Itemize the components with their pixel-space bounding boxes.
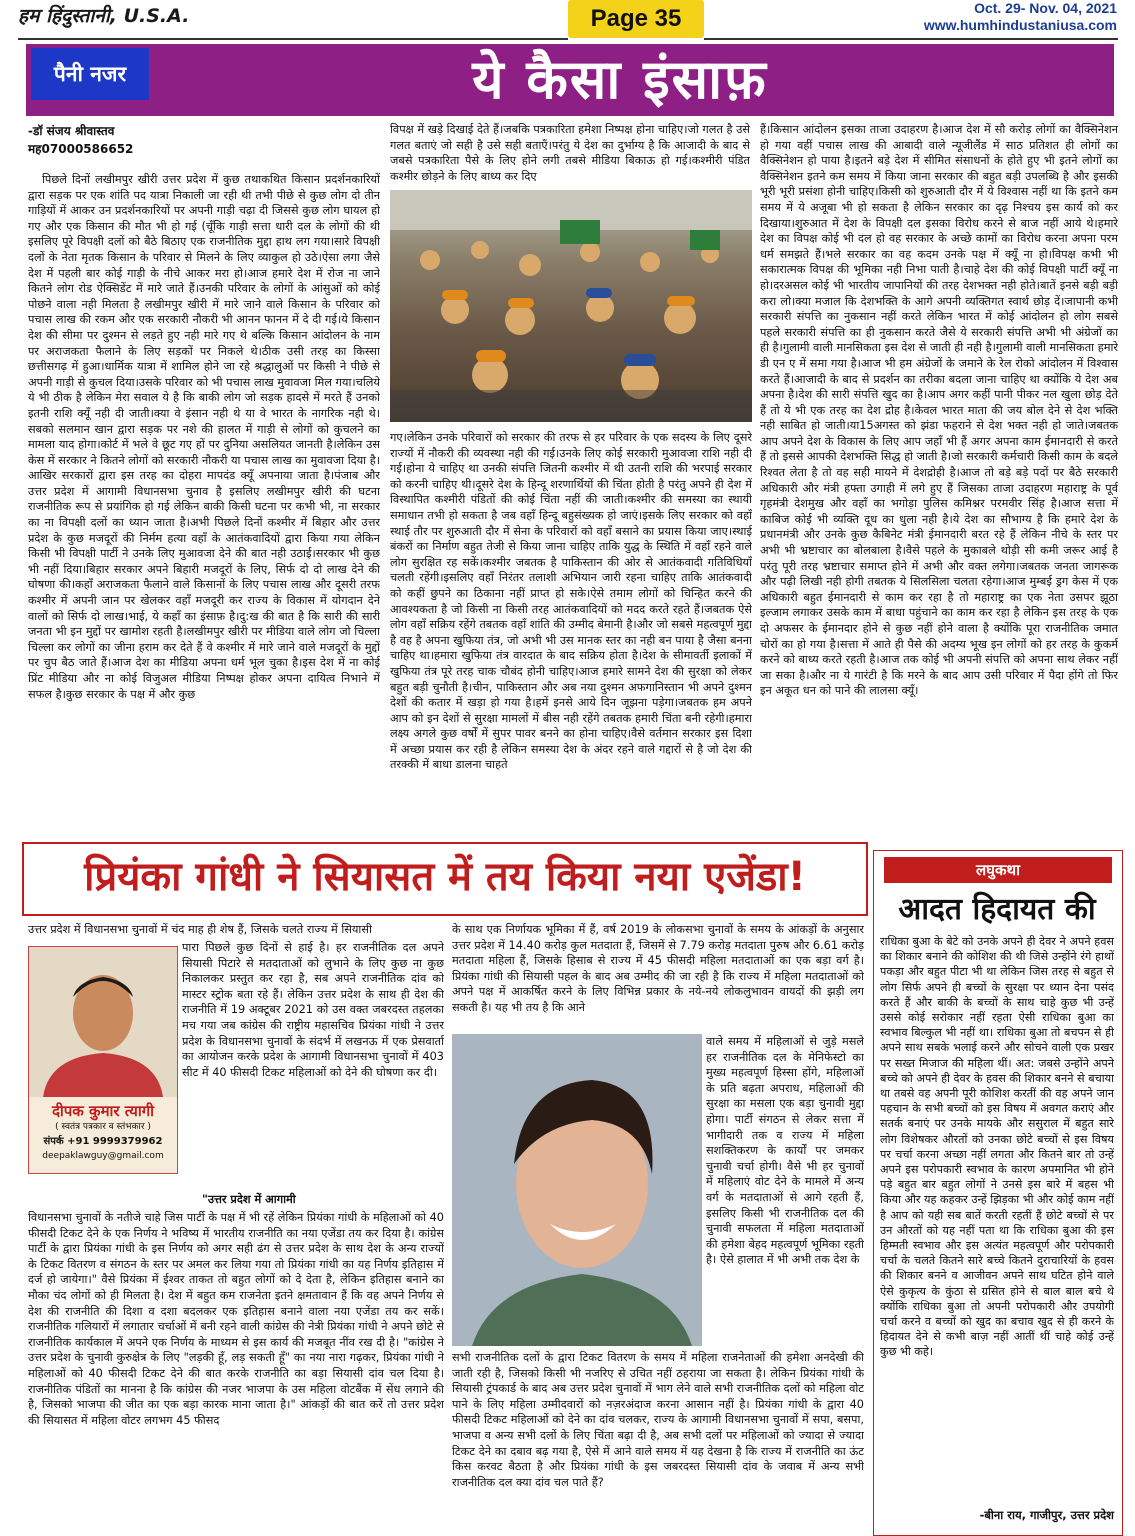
masthead-rule-right	[704, 38, 1118, 40]
story1-phone: मह07000586652	[28, 142, 134, 156]
issue-date: Oct. 29- Nov. 04, 2021	[974, 0, 1117, 16]
story2-quote-text: "उत्तर प्रदेश में आगामी	[202, 1193, 296, 1206]
story1-col3-text: हैं।किसान आंदोलन इसका ताजा उदाहरण है।आज देश में सौ करोड़ लोगों का वैक्सिनेशन हो गया वहीं पचास लाख की आबादी वाले न्यूजीलैंड में साठ प्रतिशत ही लोगों का वैक्सिनेशन हो पाया है।इतने बड़े देश में सीमित संसाधनों के होते हुए भी इतने लोगों का वैक्सिनेशन इतने कम समय में किया जाना सरकार की बहुत बड़ी उपलब्धि है और इसकी भूरी भूरी प्रसंशा होनी चाहिए।किसी को शुरुआती दौर में ये विश्वास नहीं था कि इतने कम समय में ये अजूबा भी हो सकता है लेकिन सरकार का दृढ़ निश्चय इस कार्य को कर दिखाया।शुरुआत में देश के विपक्षी दल इसका विरोध करने से बाज नहीं आये थे।हमारे देश का विपक्ष कोई भी दल हो वह सरकार के अच्छे कामों का विरोध करना अपना परम धर्म समझते हैं।भले सरकार का वह कदम उनके पक्ष में क्यूँ ना हो।विपक्ष कभी भी सकारात्मक विपक्ष की भूमिका नही निभा पाती है।चाहे देश की कोई विपक्षी पार्टी क्यूँ ना हो।दरअसल कोई भी भारतीय जापानियों की तरह देशभक्त नही होते।बातें इनसे बड़ी बड़ी करा लो।क्या मजाल कि देशभक्ति के आगे अपनी व्यक्तिगत स्वार्थ छोड़ दें।जापानी कभी सरकारी संपत्ति का नुकसान नहीं करते लेकिन भारत में कोई आंदोलन हो लोग सबसे पहले सरकारी संपत्ति का ही नुकसान करते जैसे ये सरकारी संपत्ति अभी भी अंग्रेजों का ही है।गुलामी वाली मानसिकता इस देश से जाती ही नही है।गुलामी वाली मानसिकता हमारे डी एन ए में समा गया है।आज भी हम अंग्रेजों के जमाने के रेल रोको आंदोलन में विश्वास करते हैं।आजादी के बाद से प्रदर्शन का तरीका बदला जाना चाहिए था क्योंकि ये देश अब अपना है।देश की सारी संपत्ति खुद का है।आप अगर कहीं पानी पीकर नल खुला छोड़ देते हैं तो ये भी एक तरह का देश द्रोह है।केवल भारत माता की जय बोल देने से देश भक्ति नही साबित हो जाती।या15अगस्त को झंडा फहराने से देश भक्त नही हो जाते।जबतक आप अपने देश के विकास के लिए आप जहाँ भी हैं अगर अपना काम ईमानदारी से करते हैं तो इससे आपकी देशभक्ति सिद्ध हो जाती है।जो सरकारी कर्मचारी किसी काम के बदले रिश्वत लेता है तो वह सही मायने में देशद्रोही है।आज तो बड़े बड़े पदों पर बैठे सरकारी अधिकारी और मंत्री हफ्ता उगाही में लगे हुए हैं जिसका ताजा उदाहरण महाराष्ट्र के पूर्व गृहमंत्री देशमुख और वहाँ का भगोड़ा पुलिस कमिश्नर परमवीर सिंह है।आज सत्ता में काबिज कोई भी व्यक्ति दूध का धुला नही है।ये देश का सौभाग्य है कि हमारे देश के प्रधानमंत्री और उनके कुछ कैबिनेट मंत्री ईमानदारी बरत रहे हैं लेकिन नीचे के स्तर पर अभी भी भ्रष्टाचार का बोलबाला है।वैसे पहले के मुकाबले थोड़ी सी कमी जरूर आई है परंतु पूरी तरह भ्रष्टाचार समाप्त होने में अभी और वक्त लगेगा।जबतक जनता जागरूक और पढ़ी लिखी नही होगी तबतक ये सिलसिला चलता रहेगा।आज मुम्बई ड्रग केस में एक अधिकारी बहुत ईमानदारी से काम कर रहा है तो महाराष्ट्र का एक नेता उसपर झूठा इल्जाम लगाकर उसके काम में बाधा पहुंचाने का काम कर रहा है लेकिन इस तरह के एक दो अफसर के ईमानदार होने से कुछ नहीं होने वाला है क्योंकि पूरा राजनीतिक जमात चोरों का हो गया है।सत्ता में आते ही पैसे की अदम्य भूख इन लोगों को हर तरह के कुकर्म करने को बाध्य करते रहती है।आज तक कोई भी अपनी संपत्ति को अपना साथ लेकर नहीं जा सका है।और ना ये गारंटी है कि मरने के बाद आप उसी परिवार में पैदा होंगे तो फिर इन अकूत धन को पाने की लालसा क्यूँ।	[760, 123, 1118, 698]
crowd-illustration	[390, 190, 752, 422]
story2-quote-start	[182, 1192, 444, 1210]
author-role: ( स्वतंत्र पत्रकार व स्तंभकार )	[55, 1122, 151, 1132]
story2-column-1-rest	[28, 1210, 444, 1532]
story2-col2-right-text: वाले समय में महिलाओं से जुड़े मसले हर राजनीतिक दल के मेनिफेस्टो का मुख्य महत्वपूर्ण हिस्सा होंगे, महिलाओं के प्रति बढ़ता अपराध, महिलाओं की सुरक्षा का मसला एक बड़ा चुनावी मुद्दा होगा। पार्टी संगठन से लेकर सत्ता में भागीदारी तक व राज्य में महिला सशक्तिकरण के कार्यों पर जमकर चुनावी चर्चा होगी। वैसे भी हर चुनावों में महिलाएं वोट देने के मामले में अन्य वर्ग के मतदाताओं से आगे रहती हैं, इसलिए किसी भी राजनीतिक दल की चुनावी सफलता में महिला मतदाताओं की हमेशा बेहद महत्वपूर्ण भूमिका रहती है। ऐसे हालात में भी अभी तक देश के	[706, 1035, 864, 1267]
story1-column-2-bottom	[390, 430, 752, 840]
story2-col2-bottom-text: सभी राजनीतिक दलों के द्वारा टिकट वितरण के समय में महिला राजनेताओं की हमेशा अनदेखी की जाती रही है, जिसको किसी भी नजरिए से उचित नहीं ठहराया जा सकता है। लेकिन प्रियंका गांधी के सियासी ट्रंपकार्ड के बाद अब उत्तर प्रदेश चुनावों में भाग लेने वाले सभी राजनीतिक दलों को महिला वोट पाने के लिए महिला उम्मीदवारों को नज़रअंदाज करना आसान नहीं है। प्रियंका गांधी के द्वारा 40 फीसदी टिकट महिलाओं को देने का दांव चलकर, राज्य के आगामी विधानसभा चुनावों में सपा, बसपा, भाजपा व अन्य सभी दलों के लिए चिंता बढ़ा दी है, अब सभी दलों पर महिलाओं को ज्यादा से ज्यादा टिकट देने का दबाव बढ़ गया है, ऐसे में आने वाले समय में यह देखना है कि राज्य में राजनीति का ऊंट किस करवट बैठता है और प्रियंका गांधी के इस जबरदस्त सियासी दांव के जवाब में अन्य सभी राजनीतिक दल क्या दांव चल पाते हैं?	[452, 1351, 864, 1489]
story2-col1-beside-text: पारा पिछले कुछ दिनों से हाई है। हर राजनीतिक दल अपने सियासी पिटारे से मतदाताओं को लुभाने के लिए कुछ ना कुछ निकालकर प्रस्तुत कर रहा है, सब अपने राजनीतिक दांव को मास्टर स्ट्रोक बता रहे हैं। लेकिन उत्तर प्रदेश के साथ ही देश की राजनीति में 19 अक्टूबर 2021 को उस वक्त जबरदस्त तहलका मच गया जब कांग्रेस की राष्ट्रीय महासचिव प्रियंका गांधी ने उत्तर प्रदेश के विधानसभा चुनावों के संदर्भ में लखनऊ में एक प्रेसवार्ता का आयोजन करके प्रदेश के आगामी विधानसभा चुनावों में 403 सीट में 40 फीसदी टिकट महिलाओं को देने की घोषणा कर दी।	[182, 941, 444, 1079]
story2-lead	[28, 922, 448, 940]
story2-column-2-top	[452, 922, 864, 1034]
story1-author: -डॉ संजय श्रीवास्तव	[28, 124, 115, 138]
author-phone: संपर्क +91 9999379962	[43, 1136, 163, 1147]
story1-col1-text: पिछले दिनों लखीमपुर खीरी उत्तर प्रदेश में कुछ तथाकथित किसान प्रदर्शनकारियों द्वारा सड़क पर एक शांति पद यात्रा निकाली जा रही थी तभी पीछे से कुछ लोग दो तीन गाड़ियों में आकर उन प्रदर्शनकारियों पर अपनी गाड़ी चढ़ा दी जिससे कुछ लोग घायल हो गए और एक किसान की मौत भी हो गई (चूँकि गाड़ी सत्ता धारी दल के लोगों की थी इसलिए पूरे विपक्षी दलों को बैठे बिठाए एक राजनीतिक मुद्दा हाथ लग गया।सारे विपक्षी दलों के नेता मृतक किसान के परिवार से मिलने के लिए व्याकुल हो उठे।ऐसा लगा जैसे देश में पहली बार कोई गाड़ी के नीचे आकर मरा हो।आज हमारे देश में रोज ना जाने कितने लोग रोड ऐक्सिडेंट में मारे जाते हैं।उनकी परिवार के लोगों के आंसुओं को कोई पोछने वाला नही मिलता है लखीमपुर खीरी में मारे जाने वाले किसान के परिवार को पचास लाख की रकम और एक सरकारी नौकरी भी आनन फानन में दे दी गई।ये किसान देश की सीमा पर दुश्मन से लड़ते हुए नही मारे गए थे बल्कि किसान आंदोलन के नाम पर अराजकता फैलाने के लिए सड़कों पर निकले थे।ठीक उसी तरह का किस्सा छत्तीसगढ़ में हुआ।धार्मिक यात्रा में शामिल होने जा रहे श्रद्धालुओं पर किसी ने पीछे से अपनी गाड़ी से कुचल दिया।उसके परिवार को भी पचास लाख मुवावजा मिल गया।चलिये ये भी ठीक है लेकिन मेरा सवाल ये है कि बाकी लोग जो सड़क हादसे में मरते हैं उनको इतनी राशि क्यूँ नही दी जाती।क्या वे इंसान नही थे या वे भारत के नागरिक नही थे।सबको सलमान खान द्वारा सड़क पर नशे की हालत में गाड़ी से लोगों को कुचलने का मामला याद होगा।कोर्ट में भले वे छूट गए हों पर दुनिया असलियत जानती है।लेकिन उस केस में सरकार ने कितने लोगों को सरकारी नौकरी या पचास लाख का मुवावजा दिया है।आखिर सरकारों द्वारा इस तरह का दोहरा मापदंड क्यूँ अपनाया जाता है।पंजाब और उत्तर प्रदेश में आगामी विधानसभा चुनाव है इसलिए लखीमपुर खीरी की घटना राजनीतिक रूप से प्रयांगिक हो गई लेकिन बाकी किसी घटना पर कभी भी, ना सरकार का ना विपक्षी दलों का ध्यान जाता है।अभी पिछले दिनों कश्मीर में बिहार और उत्तर प्रदेश के कुछ मजदूरों की निर्मम हत्या वहाँ के आतंकवादियों द्वारा किया गया लेकिन किसी भी विपक्षी पार्टी ने उनके लिए मुआवजा देने की बात नही उठाई।सरकार भी कुछ भी नहीं दिया।बिहार सरकार अपने बिहारी मजदूरों के लिए, सिर्फ दो दो लाख देने की घोषणा की।कहाँ अराजकता फैलाने वाले किसानों के लिए पचास लाख और दूसरी तरफ कश्मीर में अपनी जान पर खेलकर वहाँ मजदूरी कर राज्य के विकास में योगदान देने वालों को सिर्फ दो लाख।भाई, ये कहाँ का इंसाफ़ है।दु:ख की बात है कि सारी की सारी जनता भी इन मुद्दों पर खामोश रहती है।लखीमपुर खीरी पर मीडिया वाले लोग जो चिल्ला चिल्ला कर लोगों का जीना हराम कर देते हैं वे कश्मीर में मारे जाने वाले मजदूरों के मुद्दों पर चुप बैठ जाते हैं।आज देश का मीडिया अपना धर्म भूल चुका है।इस देश में ना कोई प्रिंट मीडिया और ना कोई विजुअल मीडिया निष्पक्ष होकर अपना दायित्व निभाने में सफल है।कुछ सरकार के पक्ष में और कुछ	[28, 173, 380, 701]
laghukatha-text: राधिका बुआ के बेटे को उनके अपने ही देवर ने अपने हवस का शिकार बनाने की कोशिश की थी जिसे उन्होंने रंगे हाथों पकड़ा और बहुत पीटा भी था लेकिन जिस तरह से बहुत से लोग सिर्फ अपने ही बच्चों के सुरक्षा पर ध्यान देना पसंद करते हैं और बाकी के बच्चों के साथ चाहे कुछ भी उन्हें उससे कोई सरोकार नहीं रहता ऐसी राधिका बुआ का स्वभाव बिल्कुल भी नहीं था। राधिका बुआ तो बचपन से ही अपने साथ सबके भलाई करने और सोचने वाली एक प्रखर पर सख्त मिजाज की महिला थीं। अत: जबसे उन्होंने अपने बच्चे को अपने ही देवर के हवस की शिकार बनने से बचाया था तबसे वह अपनी पूरी कोशिश करतीं की वह अपने जान पहचान के सभी बच्चों को इस विषय में अवगत कराएं और सतर्क बनाएं पर उनके मायके और ससुराल में बहुत सारे लोग विशेषकर औरतों को उनका छोटे बच्चों से इस विषय पर चर्चा करना अच्छा नहीं लगता और कितने बार तो उन्हें अपने इस परोपकारी स्वभाव के कारण अपमानित भी होने पड़े बहुत बार बहुत लोगों ने उनसे इस बारे में बहस भी किया और यह कहकर उन्हें झिड़का भी और कोई काम नहीं है आप को यही सब बातें करती रहतीं हैं छोटे बच्चों से पर उन औरतों को यह नहीं पता था कि राधिका बुआ की इस हिम्मती स्वभाव और इस अत्यंत महत्वपूर्ण और परोपकारी चर्चा के चलते कितने सारे बच्चे कितने दुराचारियों के हवस की शिकार बनने व आजीवन अपने साथ घटित होने वाले ऐसे कुकृत्य के कुंठा से ग्रसित होने से बाल बाल बचे थे क्योंकि राधिका बुआ तो अपनी परोपकारी और उपयोगी चर्चा करने व बच्चों को खुद का बचाव खुद से ही करने के हिदायत देने से कभी बाज़ नहीं आतीं थीं चाहे कोई उन्हें कुछ भी कहे।	[880, 935, 1114, 1359]
story1-col2-bottom-text: गए।लेकिन उनके परिवारों को सरकार की तरफ से हर परिवार के एक सदस्य के लिए दूसरे राज्यों में नौकरी की व्यवस्था नही की गई।उनके लिए कोई सरकारी मुआवजा राशि नही दी गई।होना ये चाहिए था उनकी संपत्ति जितनी कश्मीर में थी उतनी राशि की भरपाई सरकार को करनी चाहिए थी।दूसरे देश के हिन्दू शरणार्थियों की चिंता होती है परंतु अपने ही देश में विस्थापित कश्मीरी पंडितों की कोई चिंता नहीं की जाती।कश्मीर की समस्या का स्थायी समाधान तभी हो सकता है जब वहाँ हिन्दू बहुसंख्यक हो जाएं।इसके लिए सरकार को वहाँ स्थाई तौर पर शुरुआती दौर में सेना के परिवारों को वहाँ बसाने का प्रयास किया जाए।स्थाई बंकरों का निर्माण बहुत तेजी से किया जाना चाहिए ताकि युद्ध के स्थिति में वहाँ रहने वाले लोग सुरक्षित रह सकें।कश्मीर जबतक है पाकिस्तान की ओर से आतंकवादी गतिविधियाँ चलती रहेंगी।इसलिए वहाँ निरंतर तलाशी अभियान जारी रहना चाहिए ताकि आतंकवादी को कहीं छुपने का ठिकाना नहीं प्राप्त हो सके।ऐसे तमाम लोगों को चिन्हित करने की आवश्यकता है जो किसी ना किसी तरह आतंकवादियों को मदद करते रहते हैं।जबतक ऐसे लोग वहाँ सक्रिय रहेंगे तबतक वहाँ शांति की उम्मीद बेमानी है।और जो सबसे महत्वपूर्ण मुद्दा है वह है अपना खुफिया तंत्र, जो अभी भी उस मानक स्तर का नही बन पाया है जैसा बनना चाहिए था।हमारा खुफिया तंत्र वारदात के बाद सक्रिय होता है।देश के सीमावर्ती इलाकों में खुफिया तंत्र पूरे तरह चाक चौबंद होनी चाहिए।आज हमारे सामने देश की सुरक्षा को लेकर बहुत बड़ी चुनौती है।चीन, पाकिस्तान और अब नया दुश्मन अफगानिस्तान भी अपने दुश्मन देशों की कतार में खड़ा हो गया है।हमें इनसे आये दिन जूझना पड़ेगा।जबतक हम अपने आप को इन देशों से सुरक्षा मामलों में बीस नही रहेंगे तबतक हमारी चिंता बनी रहेगी।हमारा लक्ष्य अगले कुछ वर्षों में सुपर पावर बनने का होना चाहिए।वैसे वर्तमान सरकार इस दिशा में अच्छा प्रयास कर रही है लेकिन समस्या देश के अंदर रहने वाले गद्दारों से है जो देश की तरक्की में बाधा डालना चाहते	[390, 431, 752, 772]
story2-col1-rest-text: विधानसभा चुनावों के नतीजे चाहे जिस पार्टी के पक्ष में भी रहें लेकिन प्रियंका गांधी के महिलाओं को 40 फीसदी टिकट देने के एक निर्णय ने भविष्य में भारतीय राजनीति का नया एजेंडा तय कर दिया है। कांग्रेस पार्टी के द्वारा प्रियंका गांधी के इस निर्णय को अगर सही ढंग से उत्तर प्रदेश के साथ देश के अन्य राज्यों के टिकट वितरण व संगठन के स्तर पर अमल कर लिया गया तो प्रियंका गांधी का यह निर्णय इतिहास में दर्ज हो जायेगा।" वैसे प्रियंका में ईश्वर ताकत तो बहुत लोगों को दे देता है, लेकिन इतिहास बनाने का मौका चंद लोगों को ही मिलता है। देश में बहुत कम राजनेता इतने क्षमतावान हैं कि वह अपने निर्णय से देश की राजनीति की दिशा व दशा बदलकर एक इतिहास बनाने वाला नया एजेंडा तय कर सकें। राजनीतिक गलियारों में लगातार चर्चाओं में बनी रहने वाली कांग्रेस की नेत्री प्रियंका गांधी ने अपने छोटे से राजनीतिक कार्यकाल में अपने एक निर्णय के माध्यम से इस कार्य की मजबूत नींव रख दी है। "कांग्रेस ने उत्तर प्रदेश के चुनावी कुरुक्षेत्र के लिए "लड़की हूँ, लड़ सकती हूँ" का नया नारा गढ़कर, प्रियंका गांधी ने महिलाओं को 40 फीसदी टिकट देने की बात करके राजनीति का बड़ा सियासी दांव चल दिया है। राजनीतिक पंडितों का मानना है कि कांग्रेस की नजर भाजपा के उस महिला वोटबैंक में सेंध लगाने की है, जिसको भाजपा की जीत का एक बड़ा कारक माना जाता है।" आंकड़ों की बात करें तो उत्तर प्रदेश की सियासत में महिला वोटर लगभग 45 फीसद	[28, 1211, 444, 1427]
author-photo-box	[28, 946, 178, 1174]
newspaper-name: हम हिंदुस्तानी, U.S.A.	[18, 5, 190, 27]
column-tag: पैनी नजर	[31, 48, 149, 100]
story1-col2-top-text: विपक्ष में खड़े दिखाई देते हैं।जबकि पत्रकारिता हमेशा निष्पक्ष होना चाहिए।जो गलत है उसे गलत बताएं जो सही है उसे सही बताएँ।परंतु ये देश का दुर्भाग्य है कि आजादी के बाद से जबसे पत्रकारिता पैसे के लिए होने लगी तबसे मीडिया बिकाऊ हो गई।कश्मीरी पंडित कश्मीर छोड़ने के लिए बाध्य कर दिए	[390, 123, 750, 183]
masthead	[0, 0, 1135, 40]
story2-headline: प्रियंका गांधी ने सियासत में तय किया नया एजेंडा!	[84, 854, 806, 900]
story2-column-2-right	[706, 1034, 864, 1346]
website-link[interactable]: www.humhindustaniusa.com	[923, 17, 1117, 33]
story2-col2-top-text: के साथ एक निर्णायक भूमिका में हैं, वर्ष 2019 के लोकसभा चुनावों के समय के आंकड़ों के अनुसार उत्तर प्रदेश में 14.40 करोड़ कुल मतदाता हैं, जिसमें से 7.79 करोड़ मतदाता पुरुष और 6.61 करोड़ मतदाता महिला हैं, जिसके हिसाब से राज्य में 45 फीसदी महिला मतदाताओं का एक बड़ा वर्ग है। प्रियंका गांधी की सियासी पहल के बाद अब उम्मीद की जा रही है कि राज्य में महिला मतदाताओं को अपने पक्ष में आकर्षित करने के लिए विभिन्न प्रकार के नये-नये लोकलुभावन वायदों की झड़ी लग सकती है। यह भी तय है कि आने	[452, 923, 864, 1014]
laghukatha-tag: लघुकथा	[884, 857, 1112, 883]
masthead-rule-left	[18, 38, 568, 40]
laghukatha-title: आदत हिदायत की	[898, 892, 1096, 927]
story2-lead-text: उत्तर प्रदेश में विधानसभा चुनावों में चंद माह ही शेष हैं, जिसके चलते राज्य में सियासी	[28, 923, 372, 936]
author-portrait	[29, 947, 177, 1097]
laghukatha-body	[880, 934, 1114, 1502]
story1-column-1	[28, 172, 380, 840]
story1-byline	[28, 122, 133, 158]
page-number: Page 35	[568, 0, 704, 38]
author-name: दीपक कुमार त्यागी	[51, 1102, 155, 1120]
section-title: ये कैसा इंसाफ़	[472, 48, 768, 111]
story1-column-2-top	[390, 122, 750, 184]
story1-column-3	[760, 122, 1118, 840]
farmers-protest-photo	[390, 190, 752, 422]
author-email[interactable]: deepaklawguy@gmail.com	[42, 1151, 164, 1161]
politician-portrait	[452, 1034, 702, 1346]
priyanka-gandhi-photo	[452, 1034, 702, 1346]
story2-column-2-bottom	[452, 1350, 864, 1532]
issue-info	[924, 0, 1117, 34]
laghukatha-signoff: -बीना राय, गाजीपुर, उत्तर प्रदेश	[979, 1508, 1114, 1522]
story2-column-1-beside	[182, 940, 444, 1192]
